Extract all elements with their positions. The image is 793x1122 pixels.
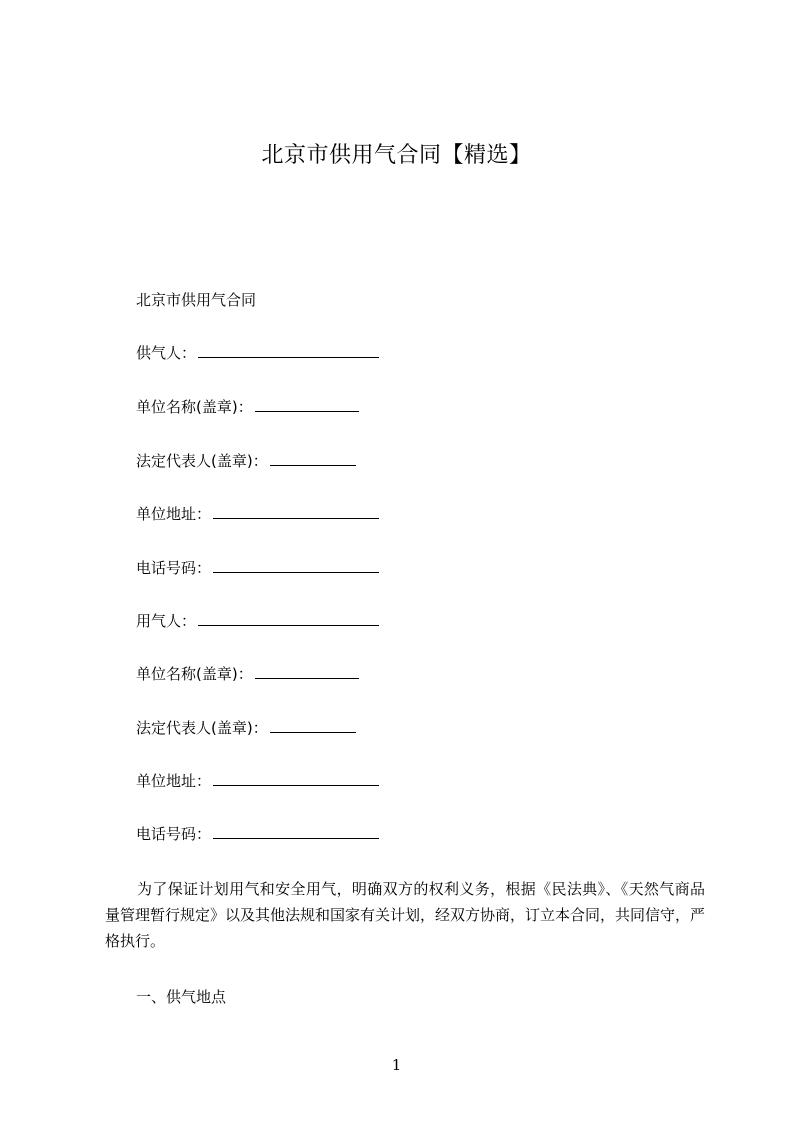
- supplier-party-label: 供气人：: [136, 344, 197, 362]
- consumer-address-label: 单位地址：: [136, 772, 212, 790]
- consumer-party-label: 用气人：: [136, 612, 197, 630]
- page-title: 北京市供用气合同【精选】: [261, 143, 532, 168]
- consumer-party-blank: [198, 610, 379, 626]
- consumer-unit-name-field: [136, 663, 359, 685]
- supplier-address-label: 单位地址：: [136, 505, 212, 523]
- consumer-unit-name-blank: [255, 663, 359, 679]
- supplier-address-field: [136, 503, 379, 525]
- page-number: 1: [391, 1056, 402, 1074]
- intro-paragraph-text: 为了保证计划用气和安全用气，明确双方的权利义务，根据《民法典》、《天然气商品量管理暂行规定》以及其他法规和国家有关计划，经双方协商，订立本合同，共同信守，严格执行。: [105, 880, 706, 950]
- supplier-address-blank: [213, 503, 379, 519]
- intro-paragraph: [105, 876, 705, 954]
- section-heading: 一、供气地点: [136, 988, 227, 1006]
- supplier-phone-label: 电话号码：: [136, 559, 212, 577]
- contract-subtitle: 北京市供用气合同: [136, 291, 257, 309]
- supplier-legal-rep-field: [136, 450, 356, 472]
- supplier-phone-field: [136, 557, 379, 579]
- supplier-party-blank: [198, 342, 379, 358]
- supplier-unit-name-blank: [255, 396, 359, 412]
- supplier-unit-name-field: [136, 396, 359, 418]
- consumer-phone-field: [136, 823, 379, 845]
- consumer-phone-blank: [213, 823, 379, 839]
- consumer-unit-name-label: 单位名称(盖章)：: [136, 665, 253, 683]
- consumer-party-field: [136, 610, 379, 632]
- consumer-phone-label: 电话号码：: [136, 825, 212, 843]
- consumer-address-blank: [213, 770, 379, 786]
- supplier-legal-rep-blank: [270, 450, 356, 466]
- supplier-unit-name-label: 单位名称(盖章)：: [136, 398, 253, 416]
- supplier-phone-blank: [213, 557, 379, 573]
- consumer-address-field: [136, 770, 379, 792]
- consumer-legal-rep-blank: [270, 717, 356, 733]
- supplier-party-field: [136, 342, 379, 364]
- consumer-legal-rep-label: 法定代表人(盖章)：: [136, 719, 268, 737]
- consumer-legal-rep-field: [136, 717, 356, 739]
- supplier-legal-rep-label: 法定代表人(盖章)：: [136, 452, 268, 470]
